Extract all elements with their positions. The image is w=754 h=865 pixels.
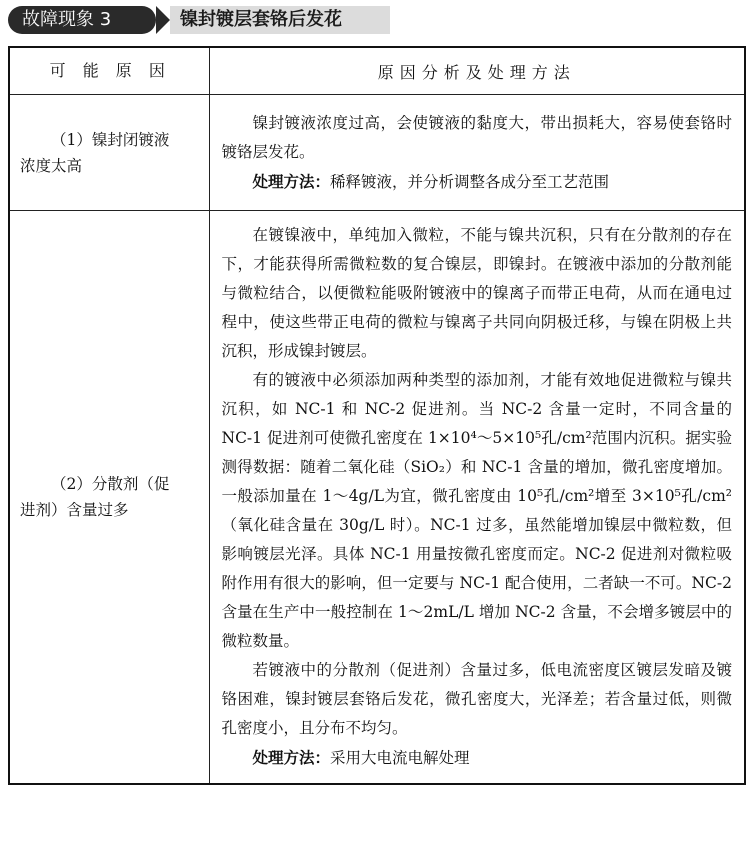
fault-table <box>8 46 746 785</box>
method-line <box>222 743 733 773</box>
col-header-cause: 可 能 原 因 <box>9 47 209 95</box>
cause-cell <box>9 95 209 211</box>
method-label: 处理方法： <box>252 171 331 191</box>
analysis-cell <box>209 95 745 211</box>
table-row <box>9 211 745 785</box>
method-text: 稀释镀液，并分析调整各成分至工艺范围 <box>330 172 610 191</box>
analysis-paragraph: 若镀液中的分散剂（促进剂）含量过多，低电流密度区镀层发暗及镀铬困难，镍封镀层套铬后发花，微孔密度大，光泽差；若含量过低，则微孔密度小，且分布不均匀。 <box>221 661 732 737</box>
fault-title: 镍封镀层套铬后发花 <box>170 6 390 34</box>
fault-number-tag: 故障现象 3 <box>8 6 156 34</box>
cause-line: 浓度太高 <box>20 156 83 175</box>
col-header-analysis: 原因分析及处理方法 <box>209 47 745 95</box>
cause-line: （2）分散剂（促 <box>51 475 170 493</box>
section-header <box>0 0 754 38</box>
cause-cell <box>9 211 209 785</box>
analysis-paragraph: 有的镀液中必须添加两种类型的添加剂，才能有效地促进微粒与镍共沉积，如 NC-1 和 NC-2 促进剂。当 NC-2 含量一定时，不同含量的 NC-1 促进剂可使微孔密度在 1×10⁴～5×10⁵孔/cm²范围内沉积。据实验测得数据：随着二氧化硅（SiO₂）和 NC-1 含量的增加，微孔密度增加。一般添加量在 1～4g/L为宜，微孔密度由 10⁵孔/cm²增至 3×10⁵孔/cm²（氧化硅含量在 30g/L 时）。NC-1 过多，虽然能增加镍层中微粒数，但影响镀层光泽。具体 NC-1 用量按微孔密度而定。NC-2 促进剂对微粒吸附作用有很大的影响，但一定要与 NC-1 配合使用，二者缺一不可。NC-2 含量在生产中一般控制在 1～2mL/L 增加 NC-2 含量，不会增多镀层中的微粒数量。 <box>221 371 732 650</box>
method-label: 处理方法： <box>252 748 331 767</box>
cause-line: 进剂）含量过多 <box>20 501 129 519</box>
table-row <box>9 95 745 211</box>
analysis-cell <box>209 211 745 785</box>
method-line <box>222 167 733 197</box>
table-header-row <box>9 47 745 95</box>
analysis-paragraph: 镍封镀液浓度过高，会使镀液的黏度大，带出损耗大，容易使套铬时镀铬层发花。 <box>221 113 732 161</box>
method-text: 采用大电流电解处理 <box>330 749 470 767</box>
analysis-paragraph: 在镀镍液中，单纯加入微粒，不能与镍共沉积，只有在分散剂的存在下，才能获得所需微粒数的复合镍层，即镍封。在镀液中添加的分散剂能与微粒结合，以便微粒能吸附镀液中的镍离子而带正电荷，从而在通电过程中，使这些带正电荷的微粒与镍离子共同向阴极迁移，与镍在阴极上共沉积，形成镍封镀层。 <box>221 226 732 360</box>
cause-line: （1）镍封闭镀液 <box>51 130 170 149</box>
